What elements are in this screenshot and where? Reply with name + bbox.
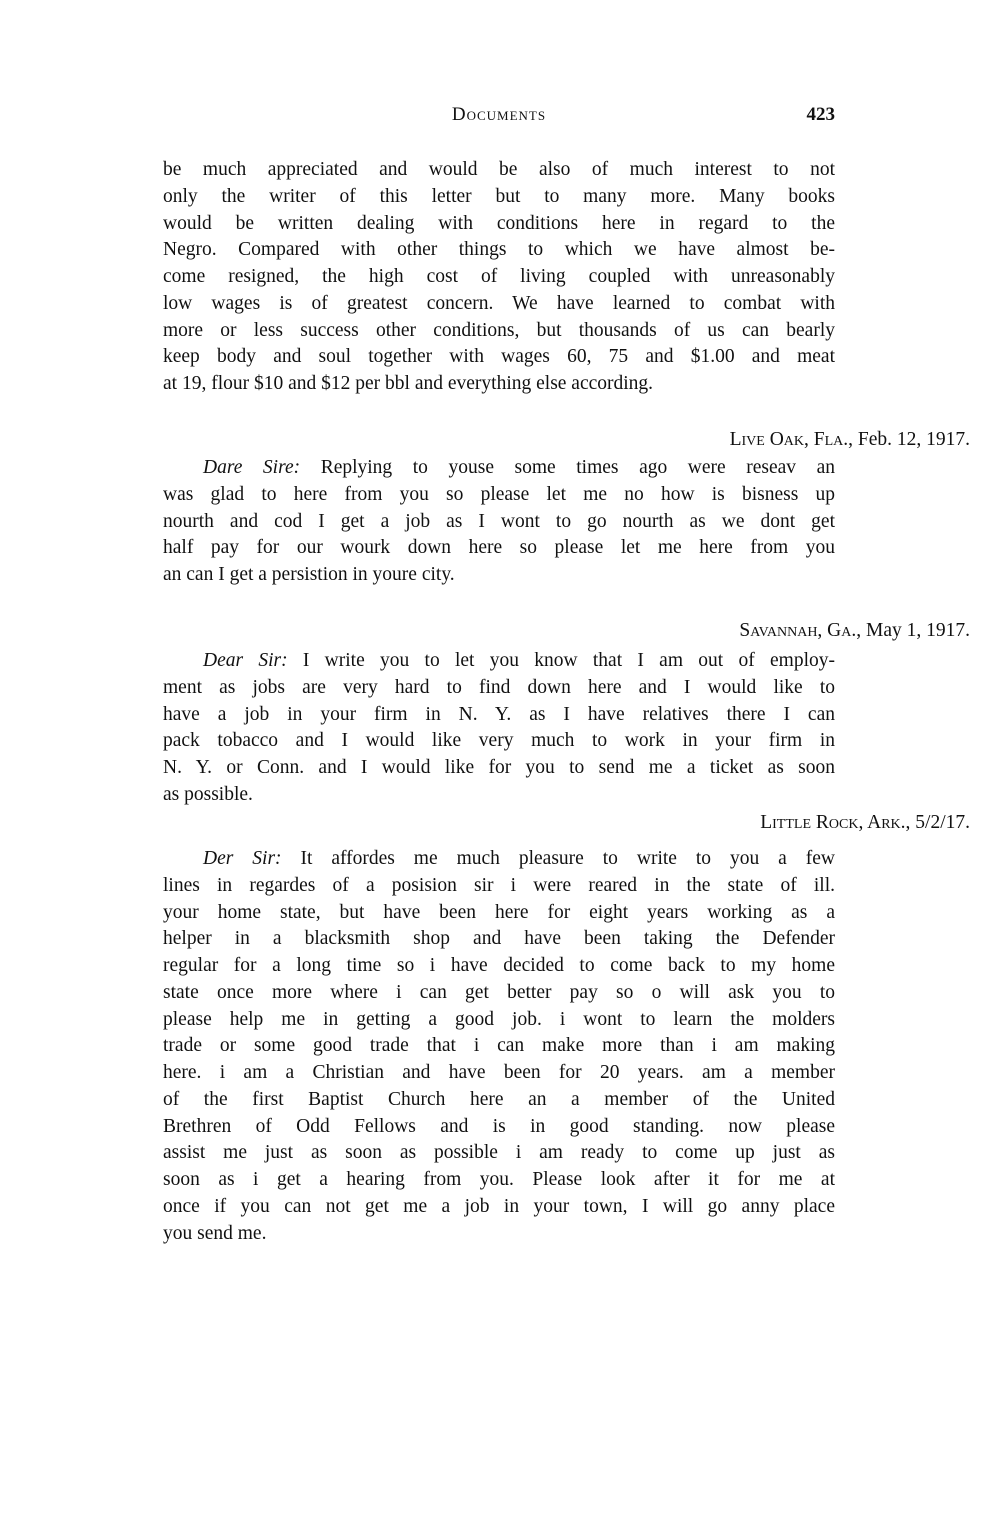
text-line — [163, 846, 835, 873]
text-line: assist me just as soon as possible i am ready to come up just as — [163, 1142, 835, 1164]
letter-date: May 1, 1917. — [866, 620, 970, 641]
letter-date: 5/2/17. — [915, 812, 970, 833]
page-number: 423 — [806, 104, 835, 125]
letter-body — [163, 846, 835, 1247]
text-line: come resigned, the high cost of living coupled with unreasonably — [163, 266, 835, 287]
letter-body — [163, 648, 835, 809]
text-line: once if you can not get me a job in your town, I will go anny place — [163, 1195, 835, 1217]
text-line: ment as jobs are very hard to find down here and I would like to — [163, 676, 835, 698]
text-line: at 19, flour $10 and $12 per bbl and everything else according. — [163, 373, 654, 394]
letter-dateline — [730, 427, 970, 453]
text-line: here. i am a Christian and have been for 20 years. am a member — [163, 1062, 835, 1083]
line-text: It affordes me much pleasure to write to you a few — [300, 848, 836, 869]
text-line: Negro. Compared with other things to which we have almost be- — [163, 239, 835, 261]
text-line — [163, 455, 835, 482]
text-line: N. Y. or Conn. and I would like for you to send me a ticket as soon — [163, 757, 835, 778]
salutation: Dear Sir: — [203, 650, 288, 671]
text-line: was glad to here from you so please let me no how is bisness up — [163, 483, 835, 505]
text-line — [163, 648, 835, 675]
text-line: please help me in getting a good job. i wont to learn the molders — [163, 1008, 835, 1030]
text-line: an can I get a persistion in youre city. — [163, 564, 455, 585]
text-line: more or less success other conditions, but thousands of us can bearly — [163, 319, 835, 341]
text-line: regular for a long time so i have decided to come back to my home — [163, 955, 835, 976]
text-line: soon as i get a hearing from you. Please look after it for me at — [163, 1169, 835, 1190]
text-line: state once more where i can get better pay so o will ask you to — [163, 981, 835, 1003]
letter-place: Live Oak, Fla., — [729, 429, 853, 450]
text-line: only the writer of this letter but to many more. Many books — [163, 185, 835, 207]
text-line: be much appreciated and would be also of much interest to not — [163, 159, 835, 180]
text-line: keep body and soul together with wages 60, 75 and $1.00 and meat — [163, 346, 835, 368]
letter-body — [163, 455, 835, 589]
letter-place: Little Rock, Ark., — [760, 812, 911, 833]
text-line: half pay for our wourk down here so please let me here from you — [163, 537, 835, 559]
letter-dateline — [739, 618, 970, 644]
text-line: Brethren of Odd Fellows and is in good standing. now please — [163, 1115, 835, 1137]
text-line: of the first Baptist Church here an a member of the United — [163, 1088, 835, 1110]
text-line: nourth and cod I get a job as I wont to go nourth as we dont get — [163, 510, 835, 532]
text-line: trade or some good trade that i can make more than i am making — [163, 1035, 835, 1057]
text-line: would be written dealing with conditions here in regard to the — [163, 212, 835, 234]
text-line: you send me. — [163, 1222, 267, 1244]
text-line: low wages is of greatest concern. We have learned to combat with — [163, 292, 835, 314]
text-line: helper in a blacksmith shop and have been taking the Defender — [163, 928, 835, 950]
intro-paragraph — [163, 157, 835, 398]
line-text: I write you to let you know that I am out of employ- — [302, 650, 835, 671]
salutation: Dare Sire: — [203, 457, 301, 478]
running-header — [163, 104, 835, 132]
text-line: have a job in your firm in N. Y. as I have relatives there I can — [163, 703, 835, 725]
text-line: your home state, but have been here for eight years working as a — [163, 901, 835, 923]
text-line: as possible. — [163, 783, 253, 805]
letter-date: Feb. 12, 1917. — [857, 429, 970, 450]
line-text: Replying to youse some times ago were reseav an — [320, 457, 836, 478]
salutation: Der Sir: — [203, 848, 282, 869]
text-line: lines in regardes of a posision sir i were reared in the state of ill. — [163, 874, 835, 896]
letter-dateline — [760, 810, 970, 836]
running-title: Documents — [451, 104, 547, 125]
letter-place: Savannah, Ga., — [739, 620, 862, 641]
text-line: pack tobacco and I would like very much to work in your firm in — [163, 730, 835, 752]
